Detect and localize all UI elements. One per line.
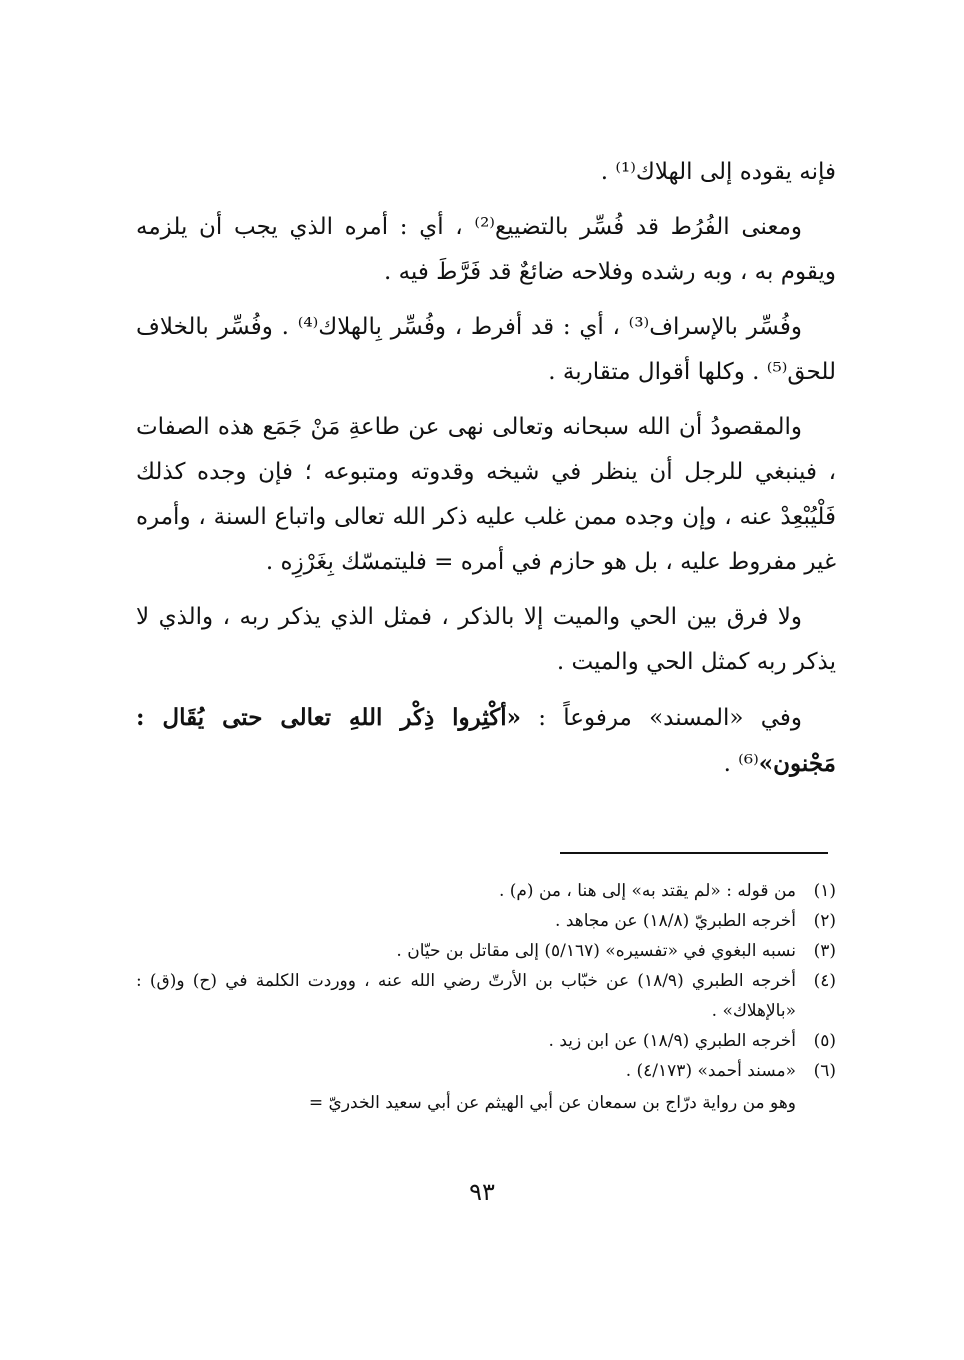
hadith-quote: «أكْثِروا ذِكْر اللهِ تعالى حتى يُقَال : مَجْنون» (136, 704, 836, 777)
hadith-lead: وفي «المسند» مرفوعاً : (521, 705, 802, 731)
paragraph: ولا فرق بين الحي والميت إلا بالذكر ، فمثل الذي يذكر ربه ، والذي لا يذكر ربه كمثل الحي والميت . (136, 604, 836, 675)
footnote (136, 876, 836, 906)
page-number: ٩٣ (469, 1178, 495, 1206)
footnote-text: من قوله : «لم يقتد به» إلى هنا ، من (م) . (498, 881, 796, 901)
paragraph: والمقصودُ أن الله سبحانه وتعالى نهى عن طاعةِ مَنْ جَمَع هذه الصفات ، فينبغي للرجل أن ينظر في شيخه وقدوته ومتبوعه ؛ فإن وجده كذلك فَلْيُبْعِدْ عنه ، وإن وجده ممن غلب عليه ذكر الله تعالى واتباع السنة ، وأمره غير مفروط عليه ، بل هو حازم في أمره = فليتمسّك بِغَرْزِه . (136, 414, 836, 575)
footnote-text: أخرجه الطبريّ (١٨/٨) عن مجاهد . (555, 911, 796, 931)
footnote-text: «مسند أحمد» (٤/١٧٣) . (625, 1061, 796, 1081)
footnote-number: (٣) (813, 941, 836, 961)
paragraph: فإنه يقوده إلى الهلاك⁽¹⁾ . (600, 159, 836, 185)
footnote (136, 906, 836, 936)
footnote-number: (٦) (813, 1061, 836, 1081)
footnote-text: نسبه البغوي في «تفسيره» (٥/١٦٧) إلى مقاتل بن حيّان . (396, 941, 796, 961)
footnote-number: (٢) (813, 911, 836, 931)
footnotes (136, 876, 836, 1118)
footnote (136, 1026, 836, 1056)
paragraph: وفُسِّر بالإسراف⁽³⁾ ، أي : قد أفرط ، وفُسِّر بِالهلاك⁽⁴⁾ . وفُسِّر بالخلاف للحق⁽⁵⁾ . وكلها أقوال متقاربة . (136, 314, 836, 385)
main-text (136, 150, 836, 797)
footnote-separator (560, 852, 828, 854)
paragraph-hadith (136, 695, 836, 787)
paragraph: ومعنى الفُرُط قد فُسِّر بالتضييع⁽²⁾ ، أي : أمره الذي يجب أن يلزمه ويقوم به ، وبه رشده وفلاحه ضائعٌ قد فَرَّطَ فيه . (136, 214, 836, 285)
footnote (136, 966, 836, 1026)
footnote-number: (١) (813, 881, 836, 901)
footnote (136, 936, 836, 966)
footnote-text: أخرجه الطبري (١٨/٩) عن خبّاب بن الأرتّ رضي الله عنه ، ووردت الكلمة في (ح) و(ق) : «بالإهلاك» . (136, 971, 796, 1021)
footnote-number: (٥) (813, 1031, 836, 1051)
hadith-footnote-ref: ⁽⁶⁾ . (723, 751, 759, 777)
footnote-continuation: وهو من رواية درّاج بن سمعان عن أبي الهيثم عن أبي سعيد الخدريّ = (308, 1093, 796, 1113)
footnote-number: (٤) (813, 971, 836, 991)
footnote-text: أخرجه الطبري (١٨/٩) عن ابن زيد . (548, 1031, 796, 1051)
footnote (136, 1056, 836, 1086)
